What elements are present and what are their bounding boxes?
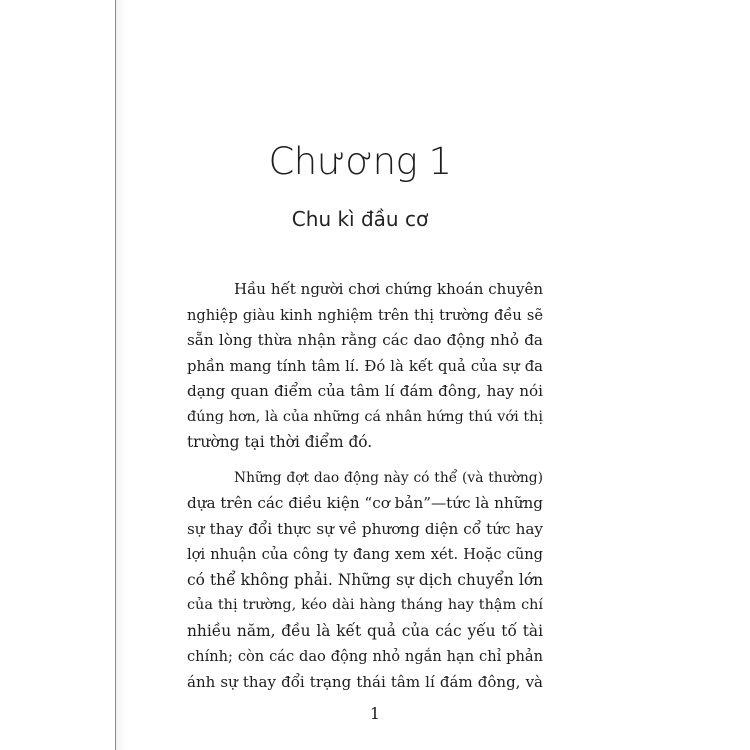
text-line: nghiệp giàu kinh nghiệm trên thị trường đều sẽ	[187, 306, 543, 324]
text-line: Những đợt dao động này có thể (và thường)	[234, 469, 543, 486]
text-line: ánh sự thay đổi trạng thái tâm lí đám đông, và	[187, 672, 543, 691]
text-line: nhiều năm, đều là kết quả của các yếu tố tài	[187, 621, 543, 640]
chapter-subtitle: Chu kì đầu cơ	[291, 207, 429, 231]
text-line: sự thay đổi thực sự về phương diện cổ tức hay	[187, 519, 543, 538]
text-line: có thể không phải. Những sự dịch chuyển lớn	[187, 570, 543, 589]
text-line: Hầu hết người chơi chứng khoán chuyên	[234, 280, 543, 298]
chapter-body	[187, 277, 543, 695]
chapter-title: Chương 1	[268, 140, 452, 183]
paragraph-1	[187, 277, 543, 456]
text-line: dựa trên các điều kiện “cơ bản”—tức là những	[187, 494, 543, 512]
text-line: lợi nhuận của công ty đang xem xét. Hoặc cũng	[187, 546, 543, 563]
text-line: sẵn lòng thừa nhận rằng các dao động nhỏ đa	[187, 331, 543, 349]
page-number: 1	[369, 704, 381, 723]
text-line: phần mang tính tâm lí. Đó là kết quả của sự đa	[187, 357, 543, 375]
text-line: trường tại thời điểm đó.	[187, 433, 373, 451]
page-spine-shadow	[116, 0, 126, 750]
text-line: dạng quan điểm của tâm lí đám đông, hay nói	[187, 382, 543, 400]
paragraph-2	[187, 466, 543, 696]
text-line: chính; còn các dao động nhỏ ngắn hạn chỉ phản	[187, 648, 543, 665]
text-line: đúng hơn, là của những cá nhân hứng thú với thị	[187, 408, 543, 425]
text-line: của thị trường, kéo dài hàng tháng hay thậm chí	[187, 597, 543, 613]
